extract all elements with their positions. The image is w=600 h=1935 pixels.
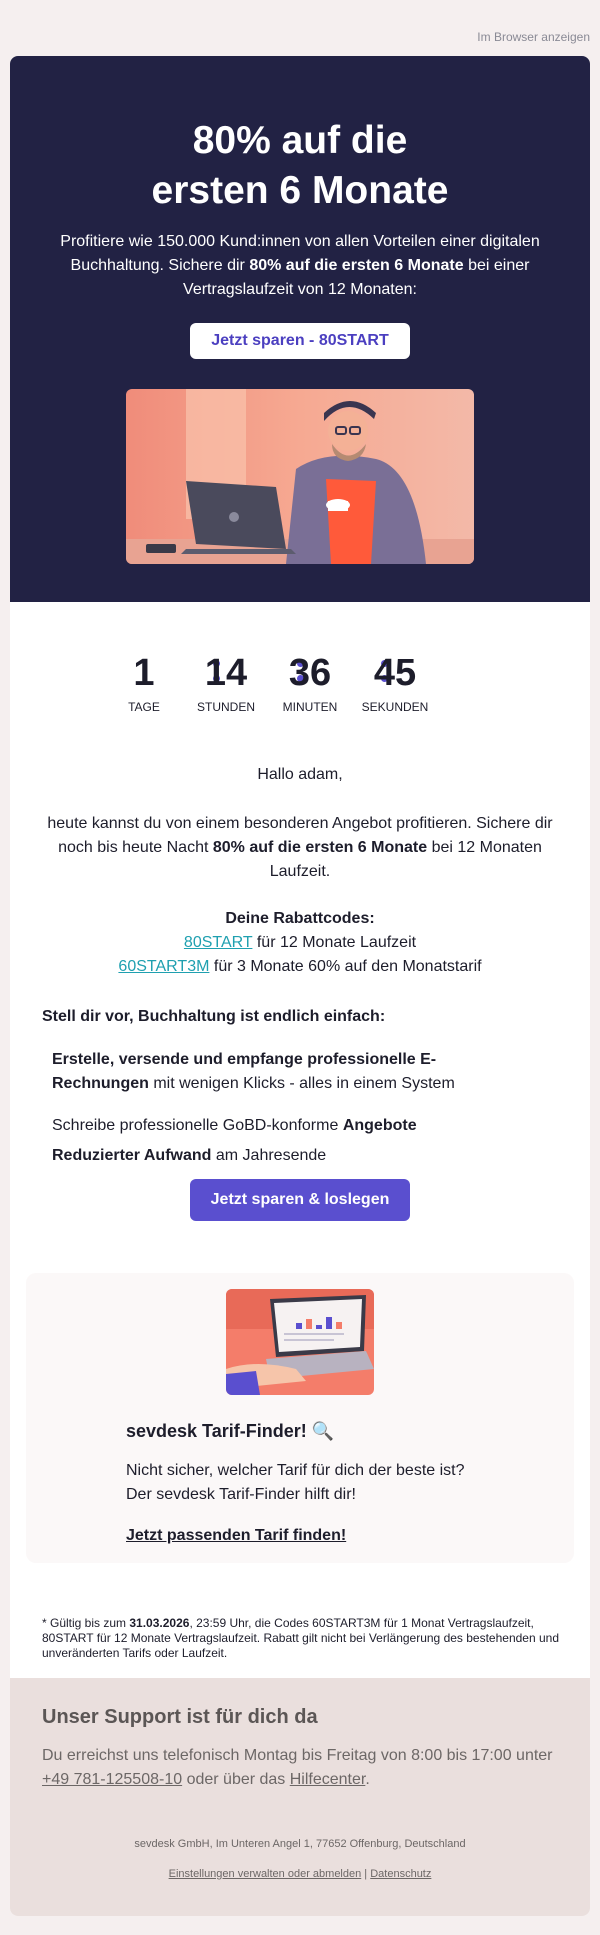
disclaimer-date: 31.03.2026 — [129, 1616, 190, 1630]
code-line-1 — [10, 934, 590, 952]
codes-title: Deine Rabattcodes: — [225, 910, 375, 927]
code-60start3m-link[interactable]: 60START3M — [118, 958, 210, 975]
intro-part1: heute kannst du von einem besonderen Angebot profitieren. Sichere dir noch bis heute Nacht — [47, 815, 553, 856]
finder-text-line2: Der sevdesk Tarif-Finder hilft dir! — [126, 1486, 356, 1503]
disclaimer-part2: , 23:59 Uhr, die Codes 60START3M für 1 Monat Vertragslaufzeit, 80START für 12 Monate Vertragslaufzeit. Rabatt gilt nicht bei Verlängerung des bestehenden und unveränderten Tarifs oder Laufzeit. — [42, 1616, 560, 1660]
code2-text: für 3 Monate 60% auf den Monatstarif — [209, 958, 482, 975]
countdown-hours — [186, 650, 266, 714]
finder-text-line1: Nicht sicher, welcher Tarif für dich der beste ist? — [126, 1462, 465, 1479]
countdown-days — [104, 650, 184, 714]
hero-title-line1: 80% auf die — [192, 119, 408, 162]
view-in-browser-link[interactable]: Im Browser anzeigen — [477, 30, 590, 44]
disclaimer-part1: * Gültig bis zum — [42, 1616, 130, 1630]
company-address: sevdesk GmbH, Im Unteren Angel 1, 77652 Offenburg, Deutschland — [134, 1838, 466, 1850]
countdown-hours-value: 14 — [204, 652, 248, 694]
finder-title: sevdesk Tarif-Finder! 🔍 — [126, 1421, 335, 1441]
help-center-link[interactable]: Hilfecenter — [289, 1771, 366, 1788]
countdown-seconds — [355, 650, 435, 714]
hero-text — [50, 230, 550, 302]
footer-separator: | — [361, 1868, 371, 1880]
countdown-minutes-value: 36 — [288, 652, 332, 694]
hero-text-part1: Profitiere wie 150.000 Kund:innen von allen Vorteilen einer digitalen Buchhaltung. Sichere dir — [60, 233, 540, 274]
bullet1-bold: Erstelle, versende und empfange professionelle E-Rechnungen — [52, 1051, 437, 1092]
support-text — [42, 1744, 562, 1792]
countdown-days-value: 1 — [133, 652, 155, 694]
greeting: Hallo adam, — [257, 766, 343, 783]
feature-bullet-2 — [52, 1114, 472, 1138]
support-text-part2: oder über das — [182, 1771, 290, 1788]
countdown-seconds-value: 45 — [373, 652, 417, 694]
bullet3-text: am Jahresende — [211, 1147, 327, 1164]
code-80start-link[interactable]: 80START — [183, 934, 253, 951]
countdown-timer — [10, 650, 590, 720]
footer-links — [10, 1868, 590, 1880]
code-line-2 — [10, 958, 590, 976]
intro-bold: 80% auf die ersten 6 Monate — [212, 839, 428, 856]
support-phone-link[interactable]: +49 781-125508-10 — [42, 1771, 183, 1788]
hero-title — [10, 116, 590, 216]
support-text-part1: Du erreichst uns telefonisch Montag bis Freitag von 8:00 bis 17:00 unter — [42, 1747, 553, 1764]
bullet2-text: Schreibe professionelle GoBD-konforme — [52, 1117, 343, 1134]
hero-illustration — [126, 389, 474, 564]
tarif-finder-link[interactable]: Jetzt passenden Tarif finden! — [126, 1527, 347, 1544]
support-section — [10, 1678, 590, 1916]
bullet3-bold: Reduzierter Aufwand — [52, 1147, 212, 1164]
countdown-minutes — [270, 650, 350, 714]
main-cta-button[interactable]: Jetzt sparen & loslegen — [190, 1179, 410, 1221]
hero-cta-button[interactable]: Jetzt sparen - 80START — [190, 323, 410, 359]
tarif-finder-box — [26, 1273, 574, 1563]
bullet2-bold: Angebote — [342, 1117, 417, 1134]
hero-section — [10, 56, 590, 602]
section-title: Stell dir vor, Buchhaltung ist endlich einfach: — [42, 1008, 386, 1025]
support-title: Unser Support ist für dich da — [42, 1706, 318, 1728]
finder-text — [126, 1459, 506, 1507]
intro-part2: bei 12 Monaten Laufzeit. — [269, 839, 542, 880]
settings-unsubscribe-link[interactable]: Einstellungen verwalten oder abmelden — [168, 1868, 362, 1880]
countdown-minutes-label: MINUTEN — [282, 700, 338, 714]
intro-text — [40, 812, 560, 884]
support-text-part3: . — [365, 1771, 370, 1788]
bullet1-text: mit wenigen Klicks - alles in einem System — [148, 1075, 455, 1092]
countdown-seconds-label: SEKUNDEN — [361, 700, 429, 714]
privacy-link[interactable]: Datenschutz — [370, 1868, 432, 1880]
hero-text-bold: 80% auf die ersten 6 Monate — [249, 257, 464, 274]
feature-bullet-3 — [52, 1144, 472, 1168]
hero-text-part2: bei einer Vertragslaufzeit von 12 Monaten: — [183, 257, 530, 298]
code1-text: für 12 Monate Laufzeit — [252, 934, 417, 951]
hero-title-line2: ersten 6 Monate — [151, 169, 449, 212]
laptop-illustration — [226, 1289, 374, 1395]
email-card — [10, 56, 590, 1916]
countdown-days-label: TAGE — [128, 700, 160, 714]
feature-bullet-1 — [52, 1048, 472, 1096]
countdown-hours-label: STUNDEN — [196, 700, 255, 714]
disclaimer — [42, 1616, 562, 1661]
